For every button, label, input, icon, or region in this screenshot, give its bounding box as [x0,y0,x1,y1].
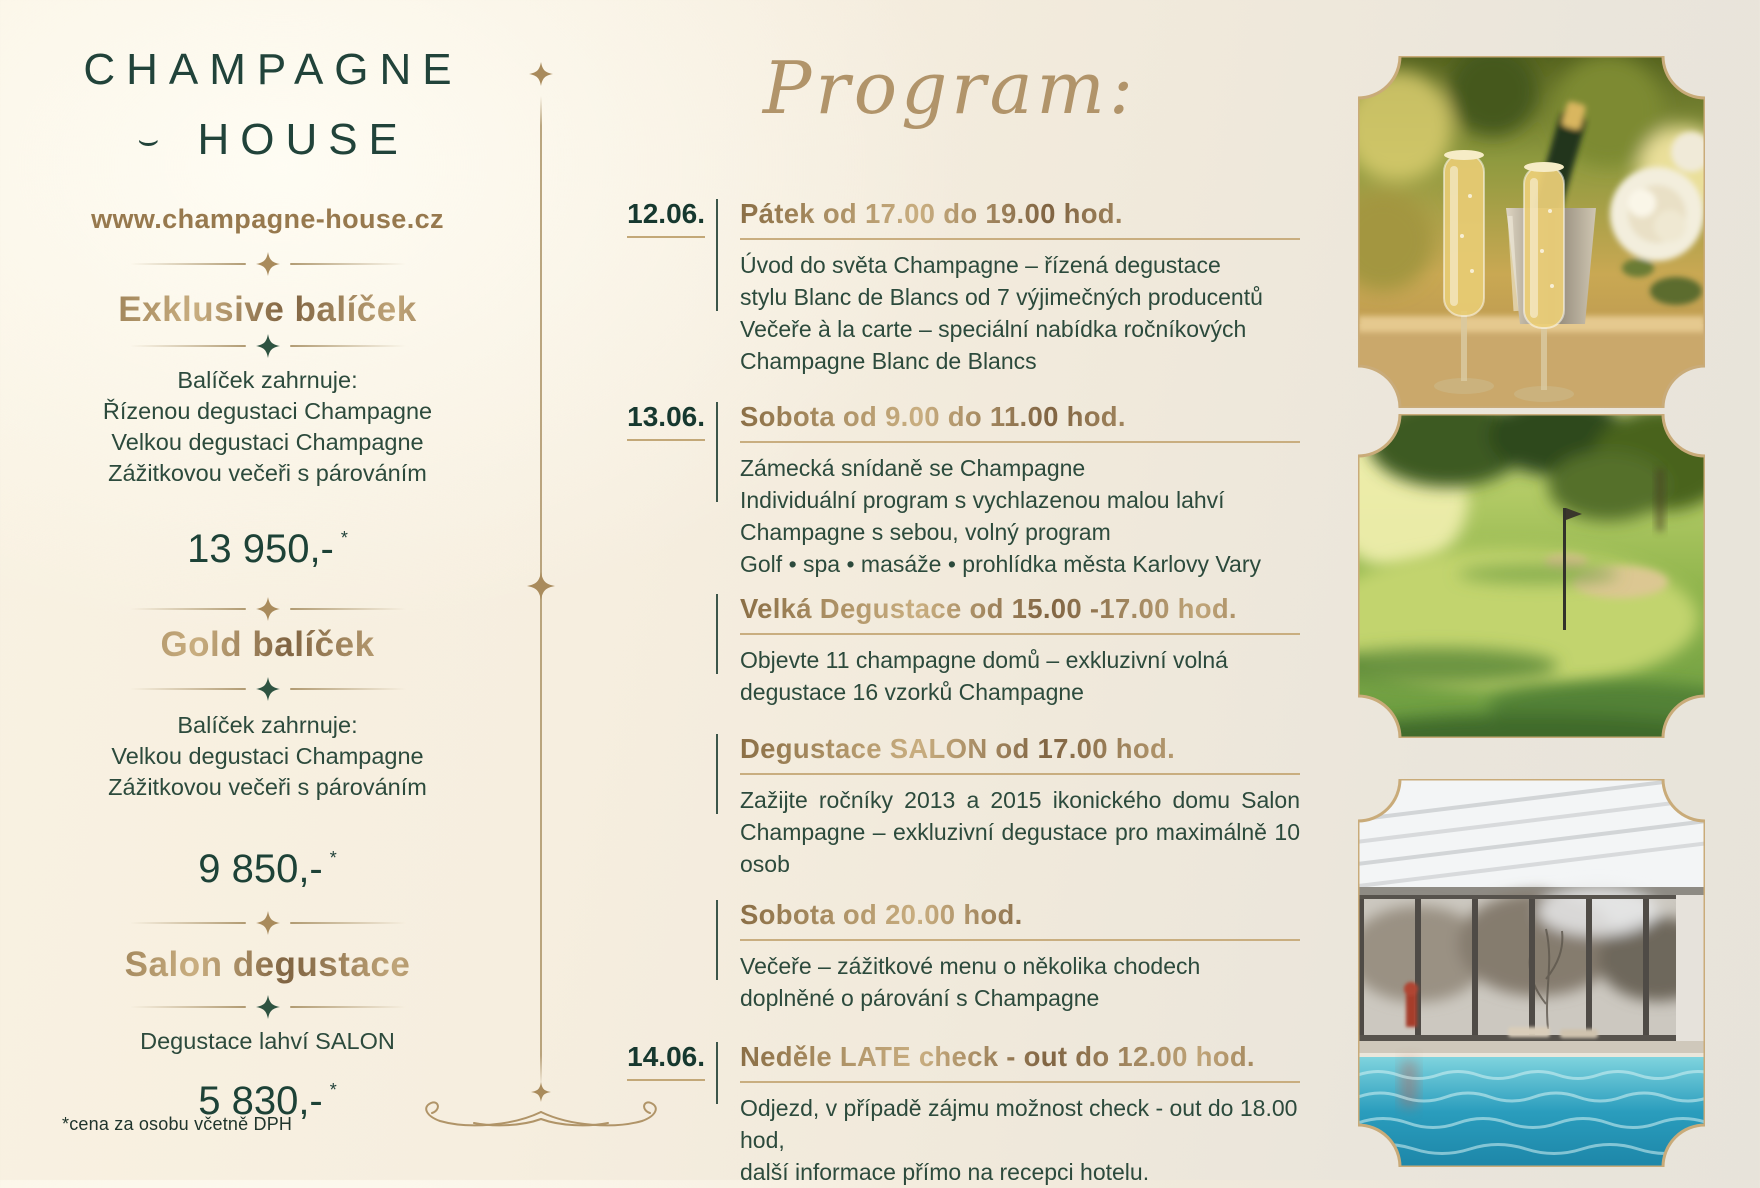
divider-gold [70,910,465,936]
entry-content [740,898,1300,1014]
entry-line: stylu Blanc de Blancs od 7 výjimečných producentů [740,284,1263,310]
divider-line [130,922,246,924]
divider-green [70,994,465,1020]
package-item: Velkou degustaci Champagne [111,743,424,769]
entry-separator-bar [716,199,718,311]
entry-line: Odjezd, v případě zájmu možnost check - out do 18.00 hod, [740,1095,1298,1153]
price-asterisk: * [340,528,348,548]
entry-heading: Neděle LATE check - out do 12.00 hod. [740,1040,1300,1083]
entry-heading: Degustace SALON od 17.00 hod. [740,732,1300,775]
package-item: Zážitkovou večeři s párováním [108,774,427,800]
indoor-pool-photo [1358,779,1705,1167]
program-entries [600,197,1300,1188]
champagne-glasses-photo [1358,56,1705,408]
entry-line: další informace přímo na recepci hotelu. [740,1159,1150,1185]
entry-heading: Pátek od 17.00 do 19.00 hod. [740,197,1300,240]
website-link[interactable]: www.champagne-house.cz [91,204,444,234]
package-item: Velkou degustaci Champagne [111,429,424,455]
entry-date: 12.06. [627,198,705,238]
sparkle-icon [529,62,553,86]
package-title-gold: Gold balíček [70,624,465,666]
golf-course-photo [1358,414,1705,738]
package-title-salon: Salon degustace [70,944,465,986]
divider-line [130,1006,246,1008]
entry-line: Večeře à la carte – speciální nabídka ročníkových [740,316,1247,342]
entry-content [740,592,1300,708]
divider-line [290,608,406,610]
brand-and-packages-column [70,46,465,1126]
program-entry-saturday-morning [600,400,1300,580]
entry-line: Champagne s sebou, volný program [740,519,1111,545]
price-value: 5 830,- [198,1079,323,1123]
program-column [600,30,1300,1188]
package-title-exklusive: Exklusive balíček [70,289,465,331]
sparkle-icon [256,334,280,358]
entry-content [740,400,1300,580]
entry-separator-bar [716,734,718,814]
program-entry-velka-degustace [600,592,1300,708]
divider-line [290,688,406,690]
divider-line [290,345,406,347]
entry-separator-bar [716,1042,718,1104]
divider-line [130,608,246,610]
smile-tilde-icon: ⌣ [137,121,171,159]
entry-heading: Sobota od 9.00 do 11.00 hod. [740,400,1300,443]
entry-line: Úvod do světa Champagne – řízená degustace [740,252,1221,278]
entry-separator-bar [716,900,718,980]
package-item: Degustace lahví SALON [140,1028,395,1054]
entry-line: Objevte 11 champagne domů – exkluzivní volná [740,647,1228,673]
entry-date-column [600,592,705,593]
divider-gold [70,596,465,622]
price-asterisk: * [329,848,337,868]
program-title: Program: [762,46,1138,130]
divider-line [290,922,406,924]
entry-separator-bar [716,402,718,502]
sparkle-icon [256,911,280,935]
entry-line: Champagne Blanc de Blancs [740,348,1037,374]
entry-date: 13.06. [627,401,705,441]
package-includes-label: Balíček zahrnuje: [177,367,358,393]
entry-date-column [600,898,705,899]
entry-line: Individuální program s vychlazenou malou lahví [740,487,1225,513]
divider-green [70,676,465,702]
brand-logo [70,46,465,164]
entry-date-column [600,732,705,733]
entry-date-column [600,1040,705,1081]
divider-line [130,345,246,347]
package-price-gold [70,833,465,894]
price-value: 13 950,- [187,527,334,571]
package-item: Řízenou degustaci Champagne [102,398,433,424]
package-includes-label: Balíček zahrnuje: [177,712,358,738]
entry-line: Zažijte ročníky 2013 a 2015 ikonického domu Salon [740,787,1300,813]
entry-date-column [600,400,705,441]
entry-heading: Sobota od 20.00 hod. [740,898,1300,941]
price-asterisk: * [329,1080,337,1100]
sparkle-icon [256,995,280,1019]
divider-line [290,1006,406,1008]
entry-content [740,732,1300,880]
entry-line: Zámecká snídaně se Champagne [740,455,1086,481]
package-item: Zážitkovou večeři s párováním [108,460,427,486]
brand-logo-line1: CHAMPAGNE [83,45,463,94]
price-value: 9 850,- [198,847,323,891]
sparkle-icon [531,1082,551,1102]
entry-line: doplněné o párování s Champagne [740,985,1100,1011]
entry-content [740,1040,1300,1188]
brand-logo-line2 [70,116,465,164]
entry-line: Champagne – exkluzivní degustace pro maximálně 10 osob [740,819,1300,877]
entry-date-column [600,197,705,238]
program-entry-friday [600,197,1300,377]
program-entry-saturday-evening [600,898,1300,1014]
divider-gold [70,251,465,277]
sparkle-icon [256,677,280,701]
sparkle-icon [256,252,280,276]
divider-green [70,333,465,359]
entry-heading: Velká Degustace od 15.00 -17.00 hod. [740,592,1300,635]
entry-line: degustace 16 vzorků Champagne [740,679,1084,705]
brand-logo-house: HOUSE [197,115,409,164]
program-entry-sunday [600,1040,1300,1188]
divider-line [290,263,406,265]
entry-line: Večeře – zážitkové menu o několika chodech [740,953,1201,979]
entry-line: Golf • spa • masáže • prohlídka města Karlovy Vary [740,551,1261,577]
entry-date: 14.06. [627,1041,705,1081]
sparkle-icon [256,597,280,621]
entry-content [740,197,1300,377]
divider-line [130,263,246,265]
sparkle-icon [527,572,555,600]
pricing-footnote: *cena za osobu včetně DPH [62,1114,293,1134]
program-entry-degustace-salon [600,732,1300,880]
package-price-exklusive [70,513,465,574]
divider-line [130,688,246,690]
entry-separator-bar [716,594,718,674]
